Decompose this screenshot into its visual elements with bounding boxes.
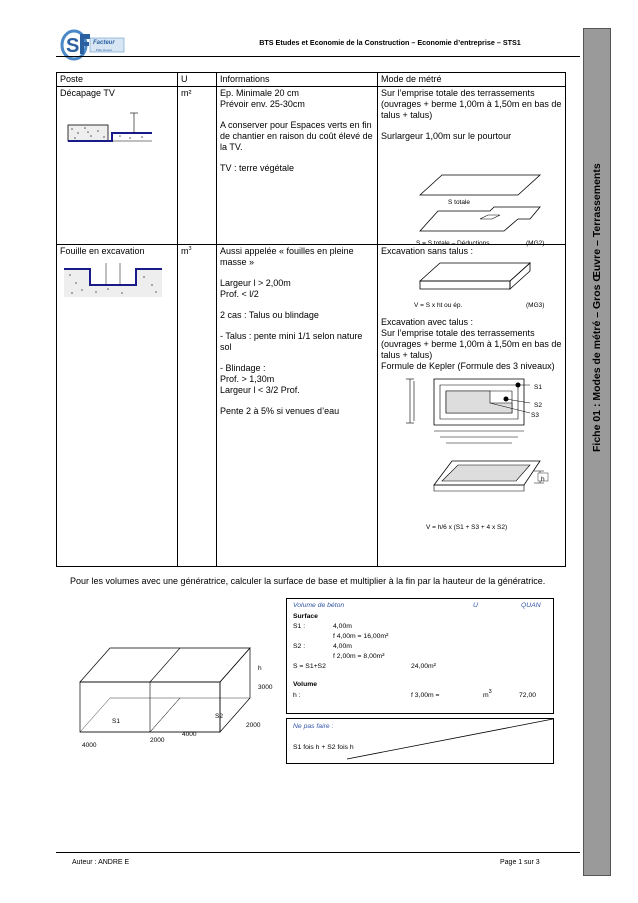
calc-u-header: U [473, 602, 478, 609]
footer-page-number: Page 1 sur 3 [500, 859, 540, 866]
cell-info-fouille [217, 245, 378, 567]
calc-s1-l1: 4,00m [333, 623, 352, 630]
calc-box [286, 598, 554, 714]
calc-volume: Volume [293, 681, 318, 688]
fig-s3-label: S3 [531, 412, 539, 419]
table-row-decapage [57, 87, 566, 245]
calc-title: Volume de béton [293, 602, 345, 609]
drawing-2000-front: 2000 [150, 737, 165, 744]
drawing-3000: 3000 [258, 684, 273, 691]
table-row-fouille [57, 245, 566, 567]
fig-h-label: h [541, 476, 545, 483]
mode-kepler: Formule de Kepler (Formule des 3 niveaux) [381, 361, 555, 371]
volume-3d-drawing [60, 632, 280, 752]
calc-sum: S = S1+S2 [293, 663, 326, 670]
side-strip [583, 28, 611, 876]
excavation-sans-talus-drawing [380, 259, 560, 299]
drawing-4000-right: 4000 [182, 731, 197, 738]
fig-stotale: S totale [448, 199, 471, 206]
calc-s1-label: S1 : [293, 623, 306, 630]
header-title: BTS Etudes et Economie de la Construction – Economie d’entreprise – STS1 [259, 38, 521, 47]
svg-text:S: S [66, 35, 80, 57]
calc-result: 72,00 [519, 692, 537, 699]
drawing-s1: S1 [112, 718, 120, 725]
unit-fouille-sup: 3 [188, 246, 192, 252]
header-divider [56, 56, 580, 57]
mode-avec-talus-block [381, 317, 569, 372]
logo-subtext: Pôle Ouvert [96, 48, 112, 52]
calc-s1-l2: f 4,00m = 16,00m² [333, 633, 389, 640]
decapage-section-drawing [60, 111, 166, 151]
metre-table [56, 72, 566, 567]
calc-s2-l1: 4,00m [333, 643, 352, 650]
calc-unit-sup: 3 [488, 689, 492, 695]
drawing-2000-side: 2000 [246, 722, 261, 729]
fig-sans-talus-ref: (MG3) [526, 302, 545, 309]
footer-divider [56, 852, 580, 853]
fouille-section-drawing [60, 259, 166, 299]
fig-decapage-formula: S = S totale – Déductions [416, 240, 490, 247]
calc-h-value: f 3,00m = [411, 692, 440, 699]
header-unit: U [178, 73, 217, 87]
excavation-avec-talus-drawing [380, 373, 570, 523]
fig-decapage-ref: (MG2) [526, 240, 545, 247]
info-blindage-prof: Prof. > 1,30m [220, 374, 275, 384]
info-conserver: A conserver pour Espaces verts en fin de chantier en raison du coût élevé de la TV. [220, 120, 373, 152]
drawing-s2: S2 [215, 713, 223, 720]
cell-unit-decapage: m² [178, 87, 217, 245]
unit-fouille: m [181, 246, 189, 256]
nofaire-title: Ne pas faire : [293, 723, 334, 730]
info-pente: Pente 2 à 5% si venues d’eau [220, 406, 340, 416]
info-ep-min: Ep. Minimale 20 cm [220, 88, 300, 98]
info-appelee: Aussi appelée « fouilles en pleine masse » [220, 246, 354, 267]
footer-author: Auteur : ANDRE E [72, 859, 130, 866]
header-mode: Mode de métré [378, 73, 566, 87]
fig-sans-talus-formula: V = S x ht ou ép. [414, 302, 463, 309]
info-talus: - Talus : pente mini 1/1 selon nature sol [220, 331, 363, 352]
info-blindage-largeur: Largeur l < 3/2 Prof. [220, 385, 300, 395]
calc-sum-value: 24,00m² [411, 663, 436, 670]
nofaire-text: S1 fois h + S2 fois h [293, 744, 354, 751]
cell-mode-decapage [378, 87, 566, 245]
mode-emprise: Sur l’emprise totale des terrassements (ouvrages + berme 1,00m à 1,50m en bas de talus + talus) [381, 88, 562, 120]
calc-s2-label: S2 : [293, 643, 306, 650]
mode-avec-talus: Excavation avec talus : [381, 317, 474, 327]
fig-kepler-formula: V = h/6 x (S1 + S3 + 4 x S2) [426, 524, 508, 531]
poste-fouille: Fouille en excavation [60, 246, 145, 256]
fig-s2-label: S2 [534, 402, 542, 409]
info-tv: TV : terre végétale [220, 163, 295, 173]
calc-s2-l2: f 2,00m = 8,00m² [333, 653, 385, 660]
poste-decapage: Décapage TV [60, 88, 115, 98]
drawing-h: h [258, 665, 262, 672]
mode-surlargeur: Surlargeur 1,00m sur le pourtour [381, 131, 512, 141]
info-largeur: Largeur l > 2,00m [220, 278, 291, 288]
calc-unit-base: m [483, 692, 489, 699]
header-informations: Informations [217, 73, 378, 87]
calc-quan-header: QUAN [521, 602, 541, 609]
calc-h-label: h : [293, 692, 301, 699]
info-prof: Prof. < l/2 [220, 289, 259, 299]
cell-info-decapage [217, 87, 378, 245]
info-2cas: 2 cas : Talus ou blindage [220, 310, 319, 320]
cell-poste-decapage [57, 87, 178, 245]
cell-poste-fouille [57, 245, 178, 567]
mode-avec-talus-emprise: Sur l’emprise totale des terrassements (ouvrages + berme 1,00m à 1,50m en bas de talus + talus) [381, 328, 562, 360]
cell-unit-fouille [178, 245, 217, 567]
cell-mode-fouille [378, 245, 566, 567]
nofaire-box [286, 718, 554, 764]
mode-sans-talus: Excavation sans talus : [381, 246, 474, 256]
drawing-4000-front: 4000 [82, 742, 97, 749]
fig-s1-label: S1 [534, 384, 542, 391]
table-header-row [57, 73, 566, 87]
nofaire-strike [287, 719, 553, 763]
calc-unit [483, 689, 492, 699]
header-poste: Poste [57, 73, 178, 87]
info-blindage: - Blindage : [220, 363, 266, 373]
volume-note: Pour les volumes avec une génératrice, calculer la surface de base et multiplier à la fin par la hauteur de la génératrice. [70, 576, 546, 586]
logo-text: Facteur [93, 40, 115, 46]
calc-surface: Surface [293, 613, 318, 620]
info-prevoir: Prévoir env. 25-30cm [220, 99, 305, 109]
